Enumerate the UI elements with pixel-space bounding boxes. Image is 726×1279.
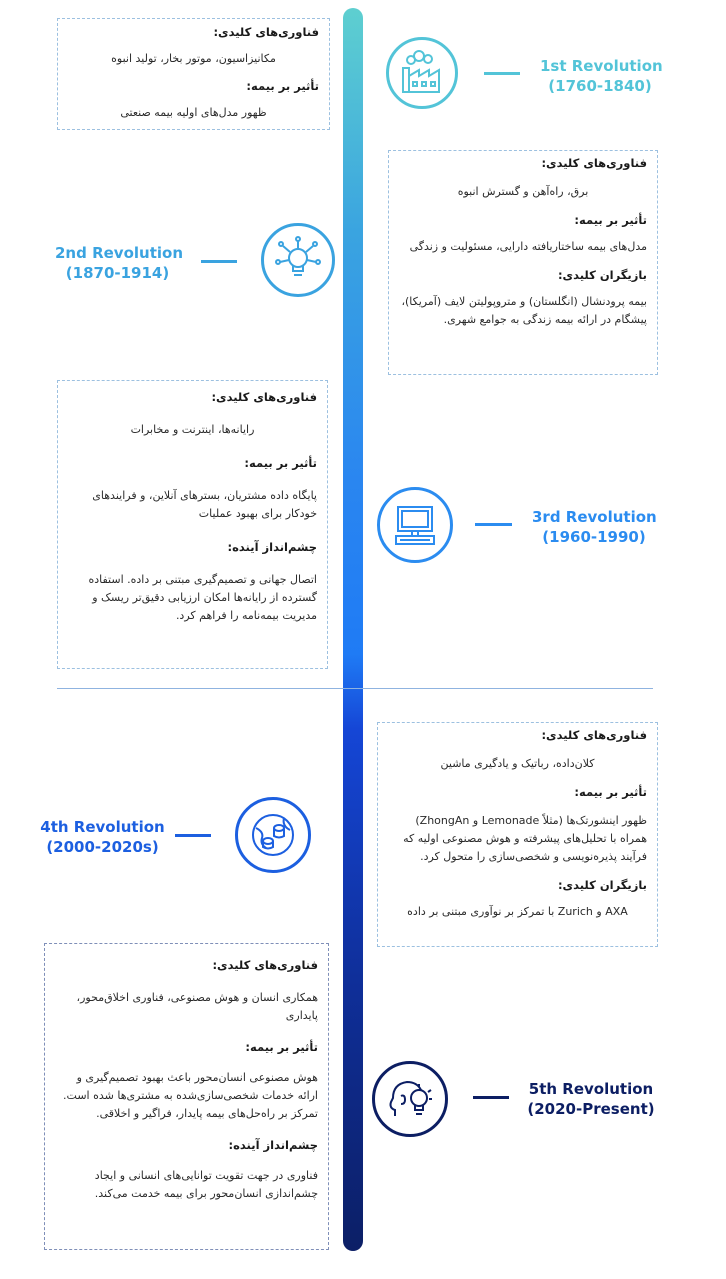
- timeline-spine: [343, 8, 363, 1251]
- title: 5th Revolution: [528, 1080, 654, 1098]
- tech-heading: فناوری‌های کلیدی:: [213, 25, 319, 39]
- revolution-1-card: [57, 18, 330, 130]
- title: 1st Revolution: [540, 57, 663, 75]
- period: (1760-1840): [548, 77, 652, 95]
- tech-text: مکانیزاسیون، موتور بخار، تولید انبوه: [111, 52, 276, 65]
- revolution-4-title: [40, 817, 165, 857]
- players-heading: بازیگران کلیدی:: [557, 878, 647, 892]
- tech-text: همکاری انسان و هوش مصنوعی، فناوری اخلاق‌محور، پایداری: [76, 991, 318, 1022]
- tech-text: کلان‌داده، رباتیک و یادگیری ماشین: [440, 757, 595, 770]
- connector-1: [484, 72, 520, 75]
- tech-heading: فناوری‌های کلیدی:: [211, 390, 317, 404]
- revolution-2-card: [388, 150, 658, 375]
- outlook-heading: چشم‌انداز آینده:: [227, 540, 317, 554]
- era-divider: [57, 688, 653, 689]
- impact-text: ظهور اینشورتک‌ها (مثلاً Lemonade و ZhongAn) همراه با تحلیل‌های پیشرفته و هوش مصنوعی اولیه که فرآیند پذیره‌نویسی و شخصی‌سازی را متحول کرد.: [403, 814, 647, 863]
- tech-heading: فناوری‌های کلیدی:: [541, 156, 647, 170]
- title: 2nd Revolution: [55, 244, 183, 262]
- outlook-heading: چشم‌انداز آینده:: [228, 1138, 318, 1152]
- revolution-3-title: [532, 507, 656, 547]
- impact-text: ظهور مدل‌های اولیه بیمه صنعتی: [120, 106, 267, 119]
- lightbulb-network-icon: [261, 223, 335, 297]
- period: (1960-1990): [542, 528, 646, 546]
- tech-text: رایانه‌ها، اینترنت و مخابرات: [130, 423, 255, 436]
- connector-4: [175, 834, 211, 837]
- tech-heading: فناوری‌های کلیدی:: [541, 728, 647, 742]
- connector-2: [201, 260, 237, 263]
- computer-icon: [377, 487, 453, 563]
- factory-icon: [386, 37, 458, 109]
- period: (2000-2020s): [46, 838, 159, 856]
- revolution-3-card: [57, 380, 328, 669]
- globe-data-icon: [235, 797, 311, 873]
- players-heading: بازیگران کلیدی:: [557, 268, 647, 282]
- impact-text: پایگاه داده مشتریان، بسترهای آنلاین، و فرایندهای خودکار برای بهبود عملیات: [92, 489, 317, 520]
- period: (2020-Present): [527, 1100, 655, 1118]
- outlook-text: فناوری در جهت تقویت توانایی‌های انسانی و ایجاد چشم‌اندازی انسان‌محور برای بیمه خدمت می‌کند.: [94, 1169, 318, 1200]
- impact-text: هوش مصنوعی انسان‌محور باعث بهبود تصمیم‌گیری و ارائه خدمات شخصی‌سازی‌شده به مشتری‌ها شده است. تمرکز بر راه‌حل‌های بیمه پایدار، فراگیر و اخلاقی.: [63, 1071, 318, 1120]
- connector-5: [473, 1096, 509, 1099]
- revolution-5-title: [525, 1079, 657, 1119]
- tech-heading: فناوری‌های کلیدی:: [212, 958, 318, 972]
- human-ai-icon: [372, 1061, 448, 1137]
- title: 3rd Revolution: [532, 508, 657, 526]
- impact-heading: تأثیر بر بیمه:: [245, 1040, 318, 1054]
- impact-heading: تأثیر بر بیمه:: [574, 213, 647, 227]
- players-text: AXA و Zurich با تمرکز بر نوآوری مبتنی بر داده: [407, 905, 628, 918]
- revolution-5-card: [44, 943, 329, 1250]
- connector-3: [475, 523, 512, 526]
- period: (1870-1914): [65, 264, 170, 282]
- tech-text: برق، راه‌آهن و گسترش انبوه: [457, 185, 589, 198]
- players-text: بیمه پرودنشال (انگلستان) و متروپولیتن لایف (آمریکا)، پیشگام در ارائه بیمه زندگی به جوامع شهری.: [401, 295, 647, 326]
- outlook-text: اتصال جهانی و تصمیم‌گیری مبتنی بر داده. استفاده گسترده از رایانه‌ها امکان ارزیابی دقیق‌تر ریسک و مدیریت بیمه‌نامه را فراهم کرد.: [88, 573, 317, 622]
- impact-heading: تأثیر بر بیمه:: [246, 79, 319, 93]
- impact-heading: تأثیر بر بیمه:: [574, 785, 647, 799]
- revolution-4-card: [377, 722, 658, 947]
- title: 4th Revolution: [40, 818, 165, 836]
- revolution-2-title: [55, 243, 183, 283]
- impact-text: مدل‌های بیمه ساختاریافته دارایی، مسئولیت و زندگی: [409, 240, 647, 253]
- impact-heading: تأثیر بر بیمه:: [244, 456, 317, 470]
- revolution-1-title: [540, 56, 663, 96]
